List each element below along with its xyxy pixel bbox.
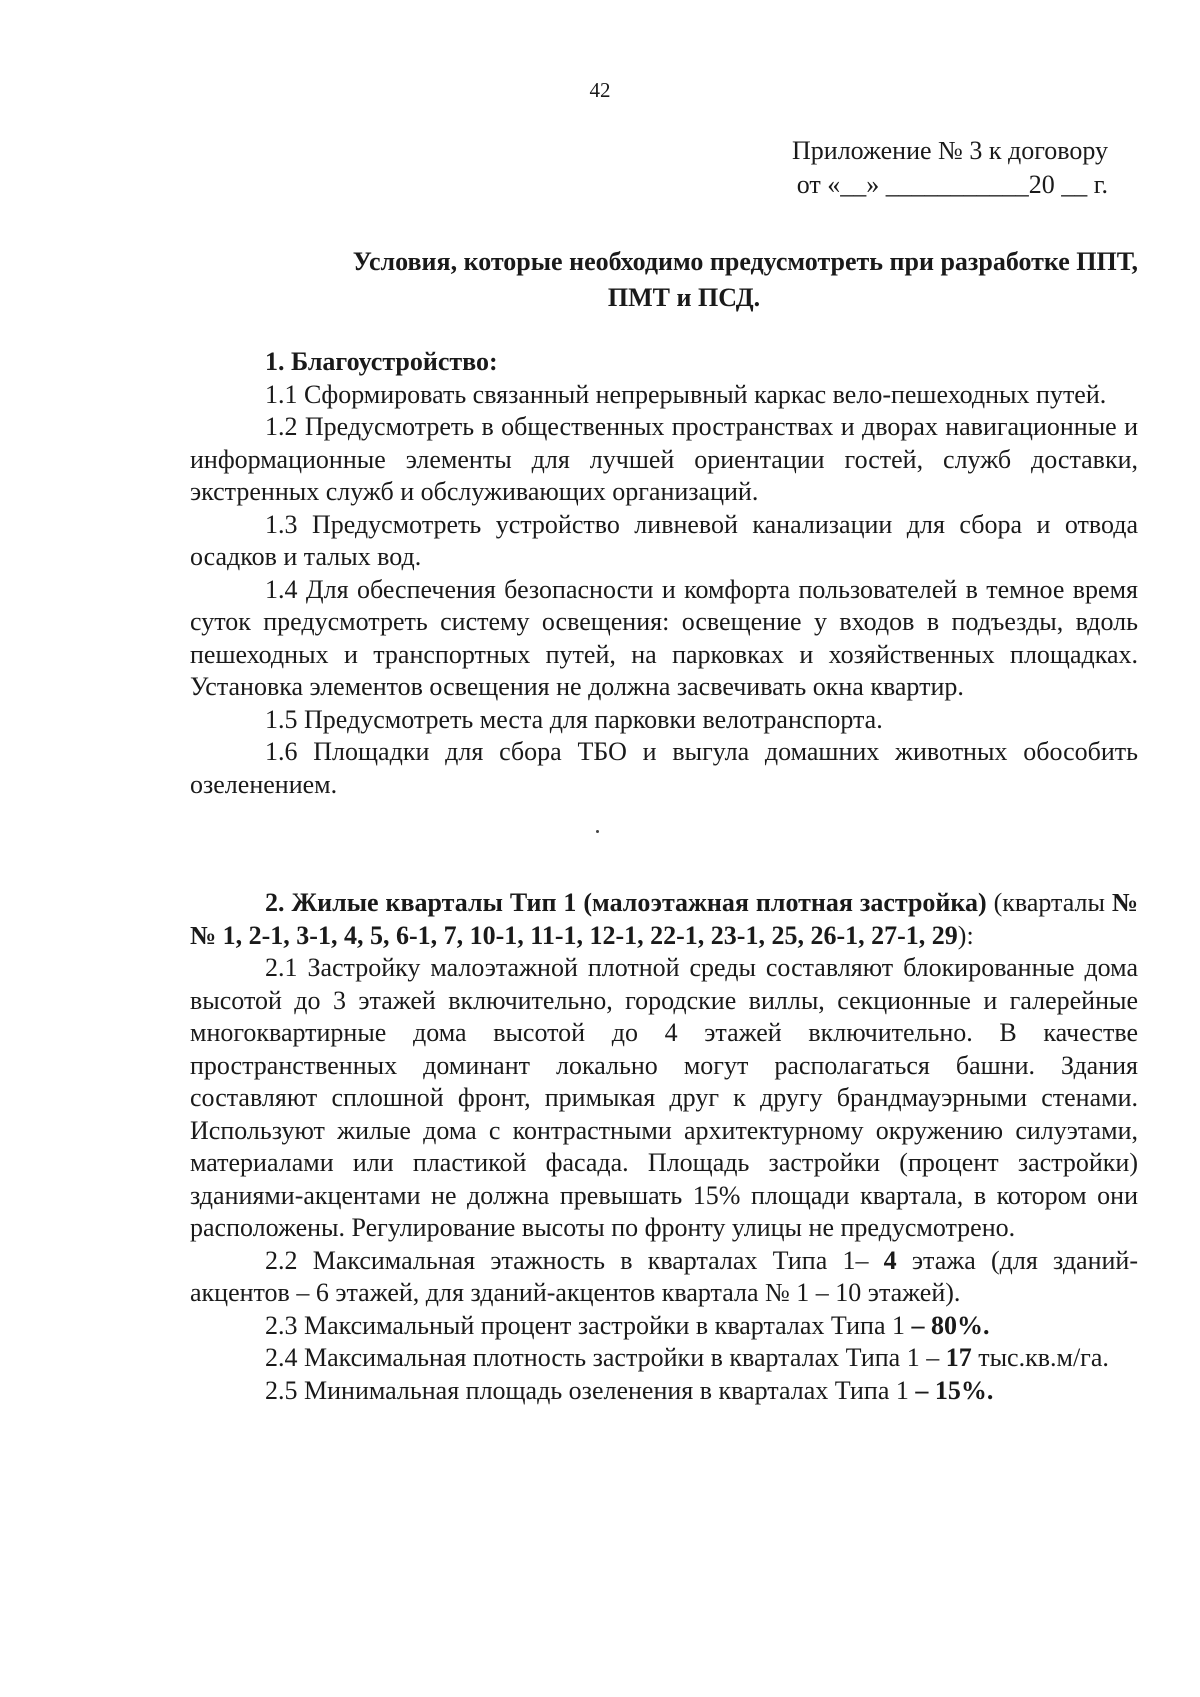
appendix-date-line: от «__» ___________20 __ г. [796, 170, 1108, 199]
title-line-2: ПМТ и ПСД. [607, 283, 761, 312]
section-2-quarters-close: ): [957, 920, 974, 950]
item-2-4-value: 17 [945, 1343, 972, 1372]
document-title [190, 244, 1138, 316]
section-2-quarters-list: №№ 1, 2-1, 3-1, 4, 5, 6-1, 7, 10-1, 11-1, 12-1, 22-1, 23-1, 25, 26-1, 27-1, 29 [190, 888, 1138, 950]
title-line-1: Условия, которые необходимо предусмотреть при разработке ППТ, [352, 247, 1138, 276]
item-1-1: 1.1 Сформировать связанный непрерывный каркас вело-пешеходных путей. [265, 379, 1107, 409]
item-2-2-tail: этажа (для зданий-акцентов – 6 этажей, для зданий-акцентов квартала № 1 – 10 этажей). [190, 1245, 1138, 1307]
appendix-title: Приложение № 3 к договору [792, 136, 1108, 165]
item-2-3-value: – 80%. [911, 1310, 990, 1340]
item-2-2-text: 2.2 Максимальная этажность в кварталах Типа 1– [265, 1245, 884, 1275]
item-2-5-value: – 15%. [915, 1375, 994, 1405]
section-2-quarters-open: (кварталы [993, 888, 1112, 917]
item-1-6: 1.6 Площадки для сбора ТБО и выгула домашних животных обособить озеленением. [190, 737, 1138, 799]
item-1-5: 1.5 Предусмотреть места для парковки велотранспорта. [265, 704, 883, 734]
item-2-4 [190, 1342, 1138, 1375]
document-body [190, 346, 1138, 1407]
item-1-2: 1.2 Предусмотреть в общественных пространствах и дворах навигационные и информационные элементы для лучшей ориентации гостей, служб доставки, экстренных служб и обслуживающих организаций. [190, 412, 1138, 506]
item-2-5-text: 2.5 Минимальная площадь озеленения в кварталах Типа 1 [265, 1375, 916, 1405]
item-2-4-tail: тыс.кв.м/га. [971, 1343, 1109, 1372]
item-1-3: 1.3 Предусмотреть устройство ливневой канализации для сбора и отвода осадков и талых вод. [190, 509, 1138, 571]
item-2-4-text: 2.4 Максимальная плотность застройки в кварталах Типа 1 – [265, 1343, 946, 1372]
section-2-title: 2. Жилые кварталы Тип 1 (малоэтажная плотная застройка) [265, 888, 987, 917]
item-2-3-text: 2.3 Максимальный процент застройки в кварталах Типа 1 [265, 1310, 912, 1340]
section-2-heading [190, 887, 1138, 952]
scan-artifact-dot [596, 830, 599, 833]
item-2-2 [190, 1245, 1138, 1310]
item-2-3 [190, 1310, 1138, 1343]
appendix-reference [688, 134, 1108, 202]
item-2-1: 2.1 Застройку малоэтажной плотной среды составляют блокированные дома высотой до 3 этажей включительно, городские виллы, секционные и галерейные многоквартирные дома высотой до 4 этажей включительно. В качестве пространственных доминант локально могут располагаться башни. Здания составляют сплошной фронт, примыкая друг к другу брандмауэрными стенами. Используют жилые дома с контрастными архитектурному окружению силуэтами, материалами или пластикой фасада. Площадь застройки (процент застройки) зданиями-акцентами не должна превышать 15% площади квартала, в котором они расположены. Регулирование высоты по фронту улицы не предусмотрено. [190, 953, 1138, 1242]
item-2-5 [190, 1375, 1138, 1408]
page-number: 42 [589, 78, 611, 102]
section-spacer [190, 801, 1138, 887]
item-1-4: 1.4 Для обеспечения безопасности и комфорта пользователей в темное время суток предусмотреть систему освещения: освещение у входов в подъезды, вдоль пешеходных и транспортных путей, на парковках и хозяйственных площадках. Установка элементов освещения не должна засвечивать окна квартир. [190, 574, 1138, 701]
item-2-2-value: 4 [883, 1245, 897, 1275]
section-1-heading: 1. Благоустройство: [265, 347, 498, 376]
